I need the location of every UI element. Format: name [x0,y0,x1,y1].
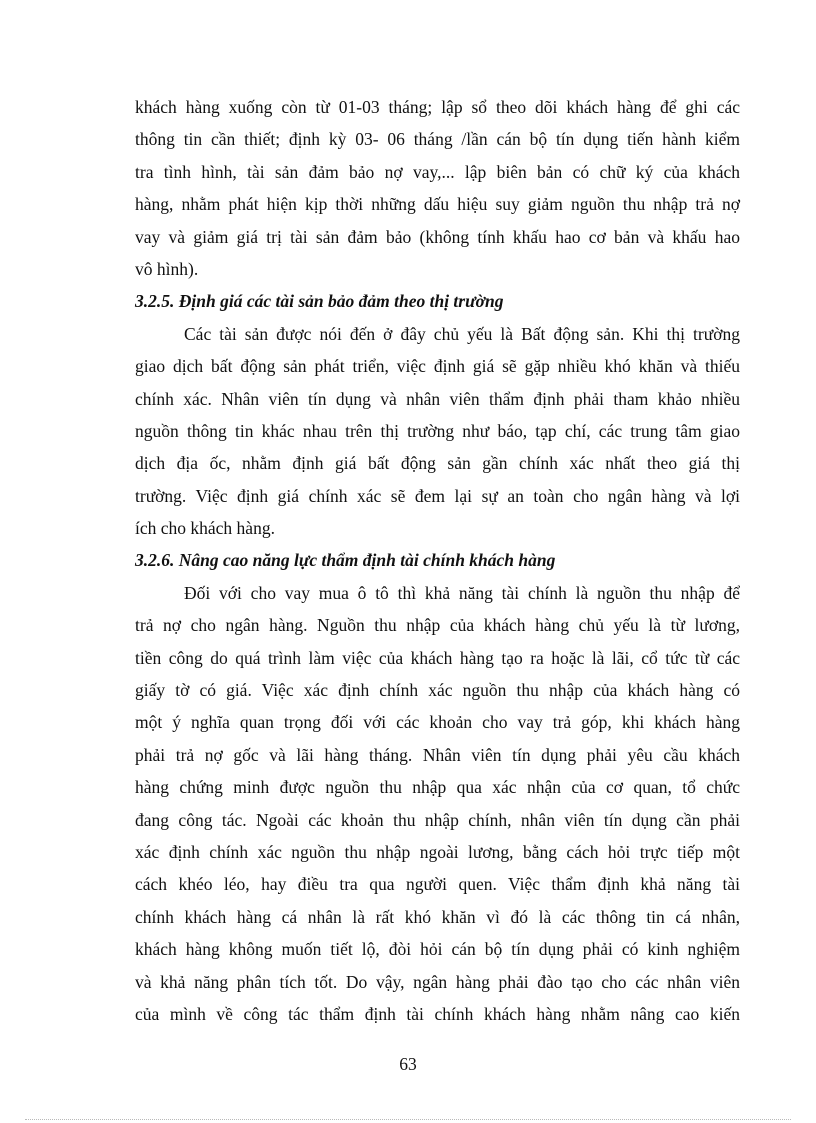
paragraph-financial-appraisal [135,577,740,1030]
text-line: xác định chính xác nguồn thu nhập ngoài lương, bằng cách hỏi trực tiếp một [135,841,740,862]
text-line: tra tình hình, tài sản đảm bảo nợ vay,... lập biên bản có chữ ký của khách [135,161,740,182]
text-line: phải trả nợ gốc và lãi hàng tháng. Nhân viên tín dụng phải yêu cầu khách [135,744,740,765]
text-line: Các tài sản được nói đến ở đây chủ yếu là Bất động sản. Khi thị trường [184,323,740,344]
text-line: và khả năng phân tích tốt. Do vậy, ngân hàng phải đào tạo cho các nhân viên [135,971,740,992]
text-line: nguồn thông tin khác nhau trên thị trường như báo, tạp chí, các trung tâm giao [135,420,740,441]
text-line: vay và giảm giá trị tài sản đảm bảo (không tính khấu hao cơ bản và khấu hao [135,226,740,247]
section-heading-3-2-6: 3.2.6. Nâng cao năng lực thẩm định tài chính khách hàng [135,550,556,571]
section-heading-3-2-5: 3.2.5. Định giá các tài sản bảo đảm theo thị trường [135,291,504,312]
text-line: hàng chứng minh được nguồn thu nhập qua xác nhận của cơ quan, tổ chức [135,777,740,798]
text-line: ích cho khách hàng. [135,518,275,539]
text-line: cách khéo léo, hay điều tra qua người quen. Việc thẩm định khả năng tài [135,874,740,895]
text-line: giấy tờ có giá. Việc xác định chính xác nguồn thu nhập của khách hàng có [135,680,740,701]
text-line: vô hình). [135,258,199,279]
text-line: hàng, nhằm phát hiện kịp thời những dấu hiệu suy giảm nguồn thu nhập trả nợ [135,194,740,215]
text-line: chính khách hàng cá nhân là rất khó khăn vì đó là các thông tin cá nhân, [135,906,740,927]
text-line: khách hàng xuống còn từ 01-03 tháng; lập sổ theo dõi khách hàng để ghi các [135,97,740,117]
text-line: đang công tác. Ngoài các khoản thu nhập chính, nhân viên tín dụng cần phải [135,809,740,830]
text-line: trả nợ cho ngân hàng. Nguồn thu nhập của khách hàng chủ yếu là từ lương, [135,615,740,636]
text-line: trường. Việc định giá chính xác sẽ đem lại sự an toàn cho ngân hàng và lợi [135,485,740,506]
text-line: của mình về công tác thẩm định tài chính khách hàng nhằm nâng cao kiến [135,1003,740,1024]
text-line: giao dịch bất động sản phát triển, việc định giá sẽ gặp nhiều khó khăn và thiếu [135,356,740,377]
paragraph-collateral-monitoring [135,91,740,285]
document-body [135,91,740,1030]
text-line: tiền công do quá trình làm việc của khách hàng tạo ra hoặc là lãi, cổ tức từ các [135,647,740,668]
text-line: khách hàng không muốn tiết lộ, đòi hỏi cán bộ tín dụng phải có kinh nghiệm [135,939,740,960]
page-bottom-divider [25,1119,791,1120]
text-line: một ý nghĩa quan trọng đối với các khoản cho vay trả góp, khi khách hàng [135,712,740,733]
text-line: Đối với cho vay mua ô tô thì khả năng tài chính là nguồn thu nhập để [184,582,740,603]
text-line: chính xác. Nhân viên tín dụng và nhân viên thẩm định phải tham khảo nhiều [135,388,740,409]
page-number: 63 [399,1054,417,1074]
paragraph-collateral-valuation [135,318,740,545]
text-line: dịch địa ốc, nhằm định giá bất động sản gần chính xác nhất theo giá thị [135,453,740,474]
text-line: thông tin cần thiết; định kỳ 03- 06 tháng /lần cán bộ tín dụng tiến hành kiểm [135,129,740,150]
